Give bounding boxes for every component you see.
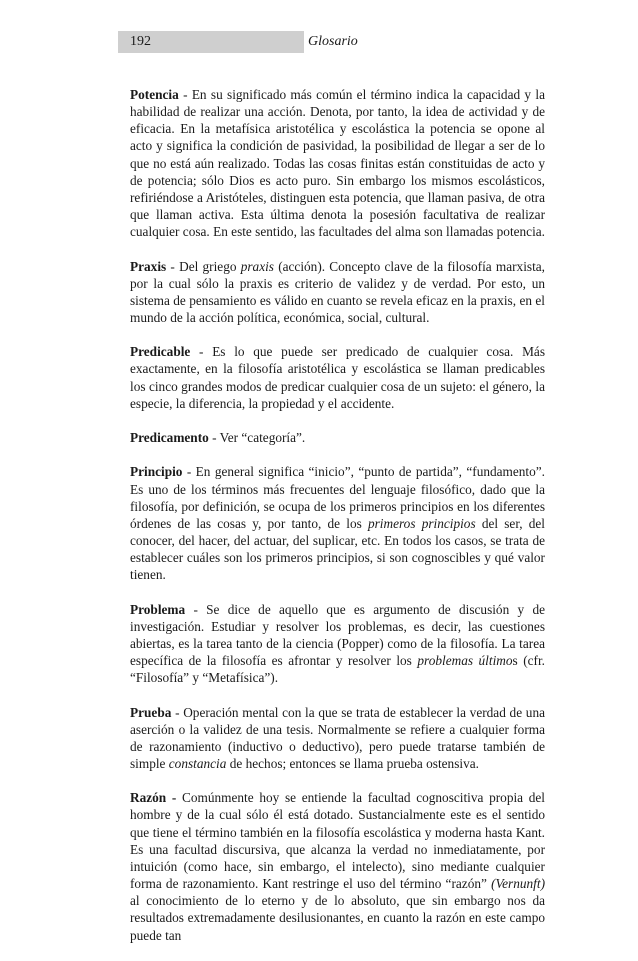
page-number: 192 xyxy=(118,31,304,53)
entry-term: Problema xyxy=(130,601,186,617)
entry-definition: Del griego xyxy=(179,258,241,274)
glossary-entry-razon xyxy=(130,789,545,943)
entry-separator: - xyxy=(182,464,196,480)
entry-definition: Es lo que puede ser predicado de cualquier cosa. Más exactamente, en la filosofía aristotélica y escolástica se llaman predicables los cinco grandes modos de predicar cualquier cosa de un sujeto: el género, la especie, la diferencia, la propiedad y el accidente. xyxy=(130,344,545,411)
glossary-entry-praxis xyxy=(130,258,545,327)
entry-emphasis: constancia xyxy=(168,756,227,771)
entry-separator: - xyxy=(166,258,180,274)
entry-definition: En su significado más común el término indica la capacidad y la habilidad de realizar una acción. Denota, por tanto, la idea de actividad y de eficacia. En la metafísica aristotélica y escolástica la potencia se opone al acto y significa la condición de pasividad, la posibilidad de llegar a ser de lo que no está aún realizado. Todas las cosas finitas están constituidas de acto y de potencia; sólo Dios es acto puro. Sin embargo los mismos escolásticos, refiriéndose a Aristóteles, distinguen esta potencia, que llaman pasiva, de otra que llaman activa. Esta última denota la posesión facultativa de realizar cualquier cosa. En este sentido, las facultades del alma son llamadas potencia. xyxy=(130,87,546,240)
entry-definition: Ver “categoría”. xyxy=(219,430,306,446)
running-title: Glosario xyxy=(308,34,358,49)
entry-separator: - xyxy=(185,601,207,617)
entry-emphasis: (Vernunft) xyxy=(491,876,545,892)
entry-term: Praxis xyxy=(130,258,167,274)
glossary-entry-problema xyxy=(130,601,545,687)
entry-definition: Comúnmente hoy se entiende la facultad cognoscitiva propia del hombre y de la cual sólo él está dotado. Sustancialmente este es el sentido que tiene el término también en la filosofía escolástica y moderna hasta Kant. Es una facultad discursiva, que alcanza la verdad no inmediatamente, por intuición (como hace, sin embargo, el intelecto), sino mediante cualquier forma de razonamiento. Kant restringe el uso del término “razón” xyxy=(130,790,545,892)
entry-separator: - xyxy=(208,430,220,446)
entry-term: Principio xyxy=(130,464,183,480)
glossary-entry-predicamento xyxy=(130,429,545,446)
entry-separator: - xyxy=(178,87,192,102)
glossary-entry-predicable xyxy=(130,343,545,412)
entry-term: Predicamento xyxy=(130,430,209,446)
entry-term: Razón xyxy=(130,790,167,806)
entry-separator: - xyxy=(171,704,184,720)
entry-definition: En general significa “inicio”, “punto de partida”, “fundamento”. Es uno de los términos más frecuentes del lenguaje filosófico, dado que la filosofía, por definición, se ocupa de los primeros principios en los diferentes órdenes de las cosas y, por tanto, de los xyxy=(130,464,546,531)
glossary-entry-prueba xyxy=(130,704,545,773)
entry-separator: - xyxy=(190,344,213,360)
glossary-entry-principio xyxy=(130,463,545,583)
entry-term: Predicable xyxy=(130,344,191,360)
glossary-body xyxy=(130,86,545,961)
entry-definition-cont: del ser, del conocer, del hacer, del actuar, del suplicar, etc. En todos los casos, se trata de establecer cuáles son los primeros principios, si son cognoscibles y qué valor tienen. xyxy=(130,515,545,583)
entry-definition-cont: (acción). Concepto clave de la filosofía marxista, por la cual sólo la praxis es criterio de validez y de verdad. Por esto, un sistema de pensamiento es válido en cuanto se revela eficaz en la praxis, en el mundo de la acción política, económica, social, cultural. xyxy=(130,258,545,326)
entry-emphasis: problemas último xyxy=(417,653,513,669)
entry-term: Prueba xyxy=(130,704,172,720)
entry-emphasis: praxis xyxy=(240,258,274,274)
entry-definition-cont: de hechos; entonces se llama prueba ostensiva. xyxy=(226,756,479,771)
entry-separator: - xyxy=(166,790,182,806)
entry-term: Potencia xyxy=(130,87,179,102)
entry-emphasis: primeros principios xyxy=(367,515,476,531)
entry-definition-cont: s (cfr. “Filosofía” y “Metafísica”). xyxy=(130,653,545,686)
entry-definition: Se dice de aquello que es argumento de discusión y de investigación. Estudiar y resolver los problemas, es decir, las cuestiones abiertas, es la tarea tanto de la ciencia (Popper) como de la filosofía. La tarea específica de la filosofía es afrontar y resolver los xyxy=(130,601,545,669)
glossary-entry-potencia xyxy=(130,86,545,240)
entry-definition-cont: al conocimiento de lo eterno y de lo absoluto, que sin embargo nos da resultados extremadamente desilusionantes, en cuanto la razón en este campo puede tan xyxy=(130,893,545,943)
page-header xyxy=(118,31,545,53)
entry-definition: Operación mental con la que se trata de establecer la verdad de una aserción o la validez de una tesis. Normalmente se refiere a cualquier forma de razonamiento (inductivo o deductivo), pero puede tratarse también de simple xyxy=(130,704,545,771)
